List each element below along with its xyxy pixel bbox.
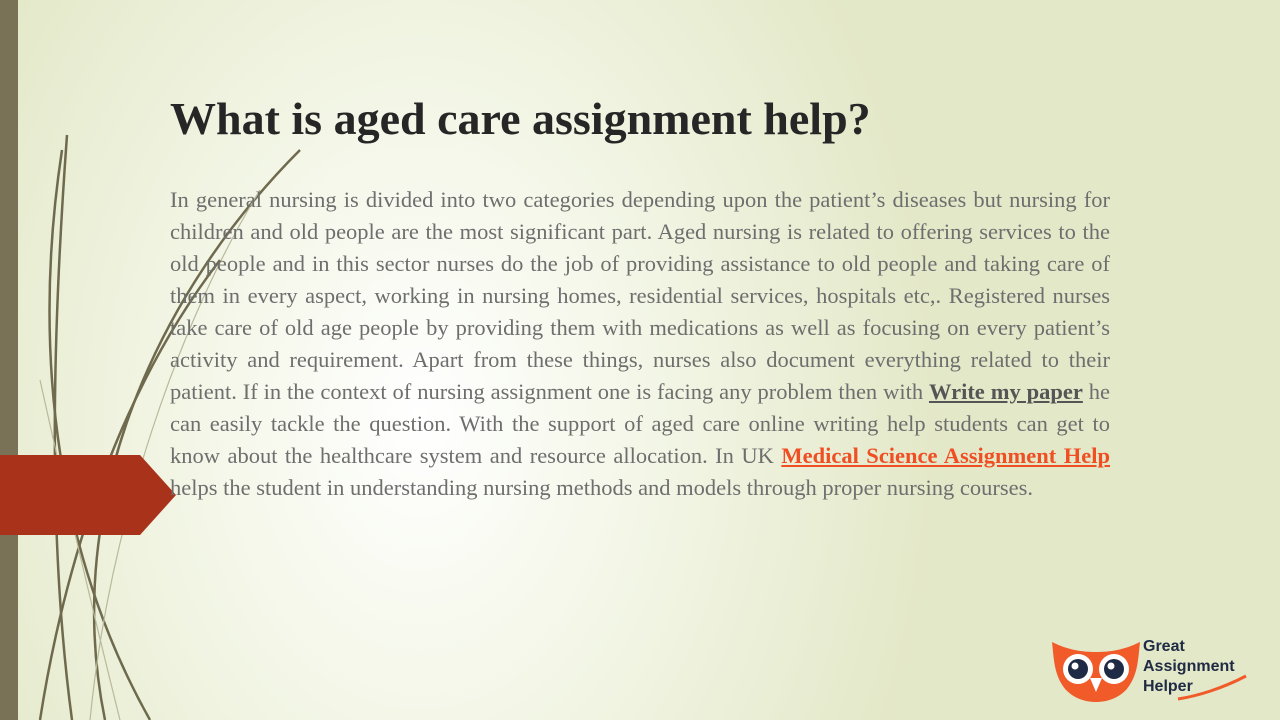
paragraph-text-3: helps the student in understanding nursing methods and models through proper nursing courses. bbox=[170, 475, 1033, 500]
slide-paragraph bbox=[170, 184, 1110, 504]
logo-line-3: Helper bbox=[1143, 678, 1193, 695]
logo-line-1: Great bbox=[1143, 638, 1185, 655]
red-arrow-shape bbox=[0, 0, 180, 720]
write-my-paper-link[interactable]: Write my paper bbox=[928, 379, 1083, 404]
paragraph-text-1: In general nursing is divided into two categories depending upon the patient’s diseases but nursing for children and old people are the most significant part. Aged nursing is related to offering services to the old people and in this sector nurses do the job of providing assistance to old people and taking care of them in every aspect, working in nursing homes, residential services, hospitals etc,. Registered nurses take care of old age people by providing them with medications as well as focusing on every patient’s activity and requirement. Apart from these things, nurses also document everything related to their patient. If in the context of nursing assignment one is facing any problem then with bbox=[170, 187, 1110, 404]
paragraph-text-2: he can easily tackle the question. With the support of aged care online writing help students can get to know about the healthcare system and resource allocation. In UK bbox=[170, 379, 1110, 468]
logo-line-2: Assignment bbox=[1143, 658, 1235, 675]
slide-title: What is aged care assignment help? bbox=[170, 93, 871, 144]
logo-wordmark bbox=[1143, 637, 1235, 697]
medical-science-assignment-help-link[interactable]: Medical Science Assignment Help bbox=[781, 443, 1110, 468]
